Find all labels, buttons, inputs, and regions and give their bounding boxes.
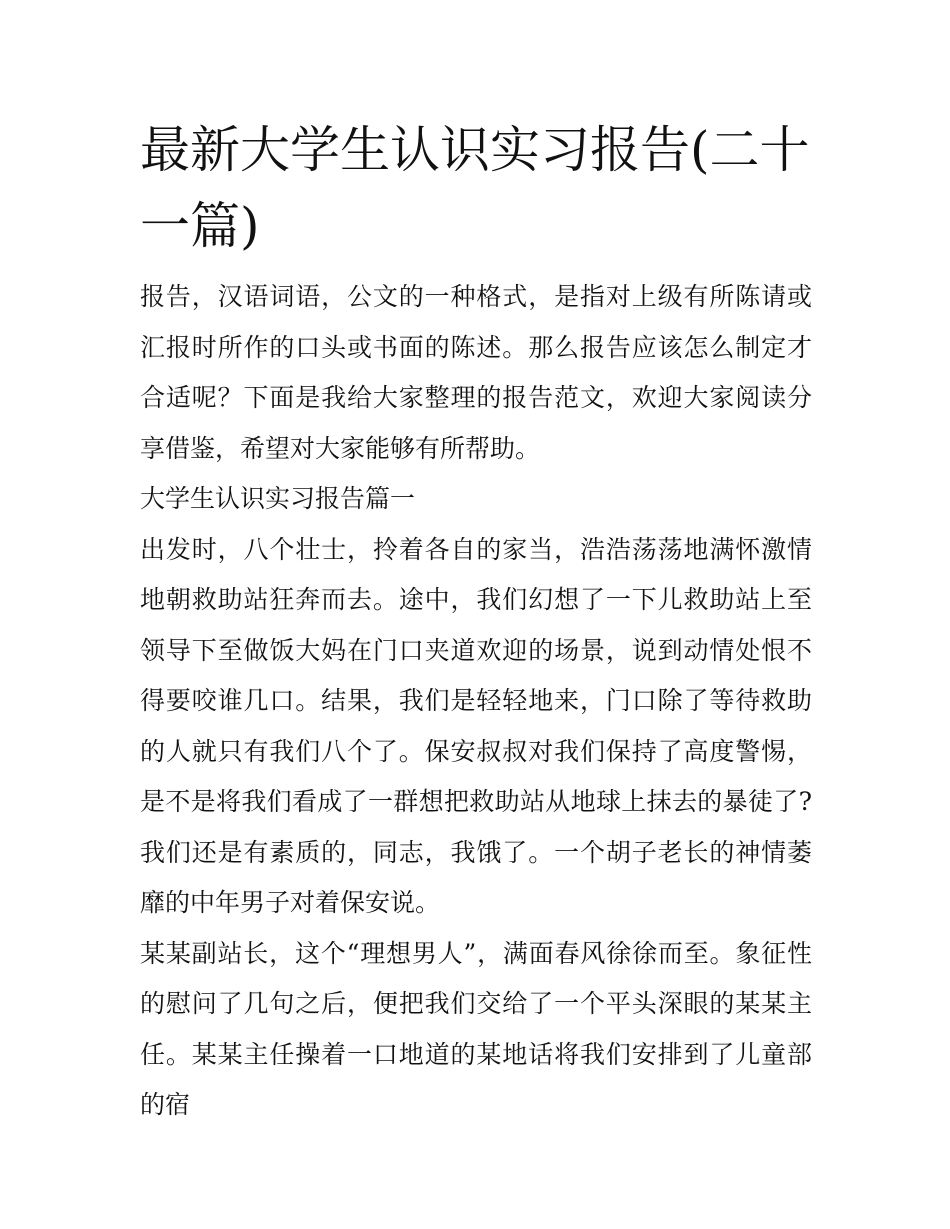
- body-paragraph: 出发时，八个壮士，拎着各自的家当，浩浩荡荡地满怀激情地朝救助站狂奔而去。途中，我们幻想了一下儿救助站上至领导下至做饭大妈在门口夹道欢迎的场景，说到动情处恨不得要咬谁几口。结果，我们是轻轻地来，门口除了等待救助的人就只有我们八个了。保安叔叔对我们保持了高度警惕，是不是将我们看成了一群想把救助站从地球上抹去的暴徒了?我们还是有素质的，同志，我饿了。一个胡子老长的神情萎靡的中年男子对着保安说。: [140, 534, 812, 917]
- section-heading: 大学生认识实习报告篇一: [140, 484, 416, 513]
- body-paragraph: 某某副站长，这个“理想男人”，满面春风徐徐而至。象征性的慰问了几句之后，便把我们交给了一个平头深眼的某某主任。某某主任操着一口地道的某地话将我们安排到了儿童部的宿: [140, 938, 812, 1119]
- document-title: 最新大学生认识实习报告(二十一篇): [140, 121, 810, 255]
- intro-paragraph: 报告，汉语词语，公文的一种格式，是指对上级有所陈请或汇报时所作的口头或书面的陈述。那么报告应该怎么制定才合适呢？下面是我给大家整理的报告范文，欢迎大家阅读分享借鉴，希望对大家能够有所帮助。: [140, 282, 812, 463]
- document-body: [140, 112, 812, 1131]
